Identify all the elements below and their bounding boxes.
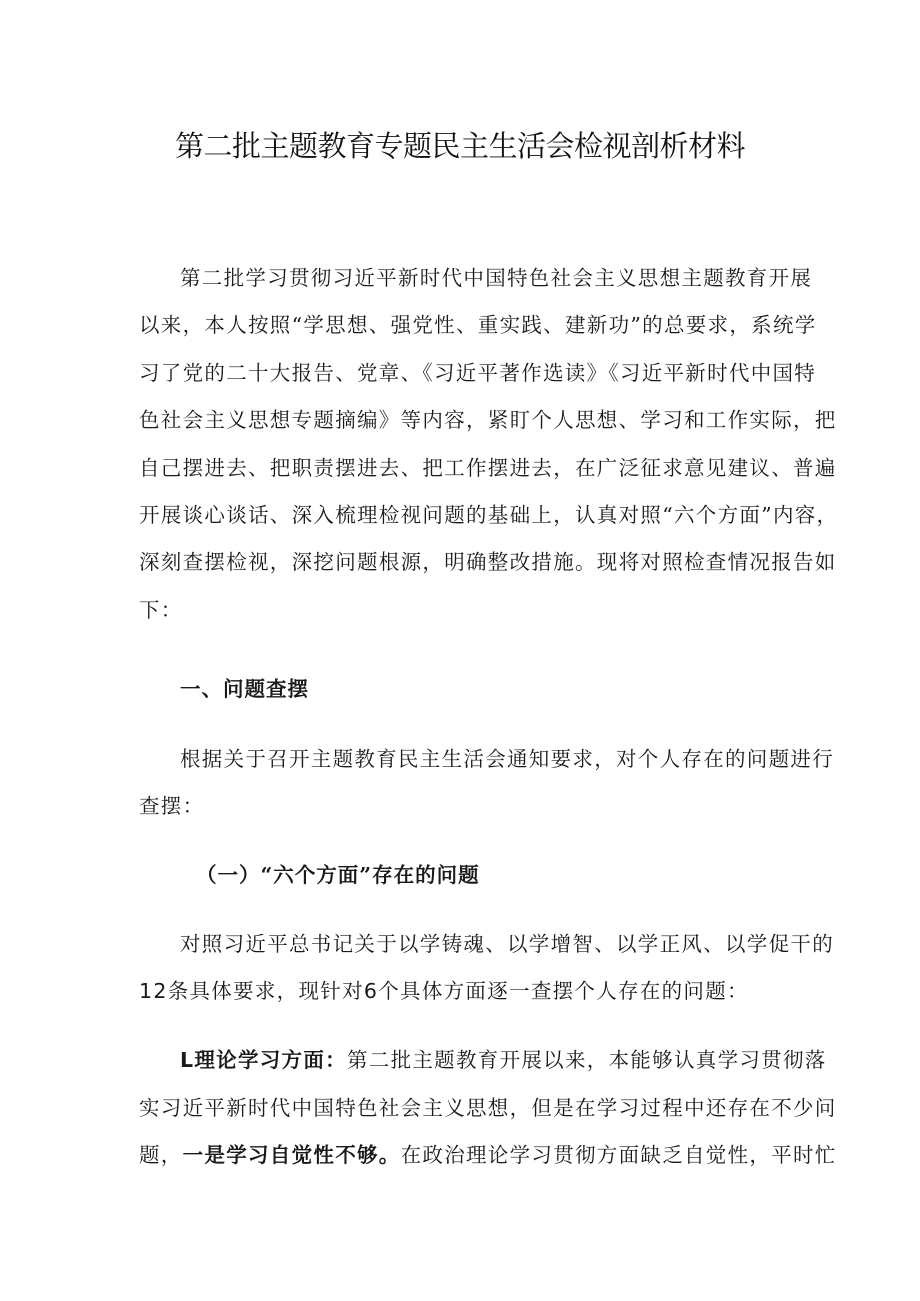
intro-line: 开展谈心谈话、深入梳理检视问题的基础上，认真对照“六个方面”内容， <box>139 503 839 527</box>
intro-line: 习了党的二十大报告、党章、《习近平著作选读》《习近平新时代中国特 <box>139 361 817 385</box>
document-title: 第二批主题教育专题民主生活会检视剖析材料 <box>174 129 745 163</box>
item-text: 第二批主题教育开展以来，本能够认真学习贯彻落 <box>346 1048 827 1072</box>
item-line <box>139 1140 837 1170</box>
section-paragraph-line: 根据关于召开主题教育民主生活会通知要求，对个人存在的问题进行 <box>180 747 834 771</box>
section-paragraph-line: 查摆： <box>139 794 205 818</box>
paragraph-text: 个具体方面逐一查摆个人存在的问题： <box>378 979 749 1003</box>
item-label: L理论学习方面： <box>180 1048 347 1072</box>
intro-line: 第二批学习贯彻习近平新时代中国特色社会主义思想主题教育开展 <box>180 266 813 290</box>
intro-line: 下： <box>139 598 183 622</box>
subsection-heading: （一）“六个方面”存在的问题 <box>196 863 480 887</box>
item-line: 实习近平新时代中国特色社会主义思想，但是在学习过程中还存在不少问 <box>139 1096 837 1120</box>
item-emphasis: 一是学习自觉性不够。 <box>182 1143 401 1167</box>
intro-line: 深刻查摆检视，深挖问题根源，明确整改措施。现将对照检查情况报告如 <box>139 550 837 574</box>
paragraph-text: 条具体要求，现针对 <box>167 979 364 1003</box>
intro-line: 以来，本人按照“学思想、强党性、重实践、建新功”的总要求，系统学 <box>139 313 817 337</box>
item-text: 在政治理论学习贯彻方面缺乏自觉性，平时忙 <box>400 1143 837 1167</box>
aspect-count: 6 <box>363 979 379 1003</box>
intro-line: 自己摆进去、把职责摆进去、把工作摆进去，在广泛征求意见建议、普遍 <box>139 456 837 480</box>
section-heading: 一、问题查摆 <box>180 677 309 701</box>
subsection-paragraph-line <box>139 976 784 1006</box>
subsection-paragraph-line: 对照习近平总书记关于以学铸魂、以学增智、以学正风、以学促干的 <box>180 932 834 956</box>
item-line <box>180 1045 827 1075</box>
requirement-count: 12 <box>139 979 168 1003</box>
intro-line: 色社会主义思想专题摘编》等内容，紧盯个人思想、学习和工作实际，把 <box>139 408 837 432</box>
item-text: 题， <box>139 1143 183 1167</box>
